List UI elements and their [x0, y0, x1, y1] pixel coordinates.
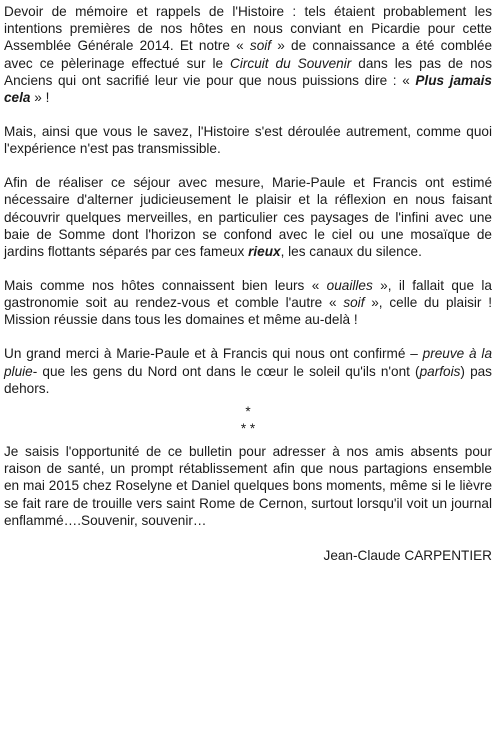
text-run: Un grand merci à Marie-Paule et à Francis qui nous ont confirmé – [4, 346, 423, 362]
italic-ouailles: ouailles [326, 278, 373, 294]
letter-document [4, 3, 492, 578]
bold-italic-rieux: rieux [248, 244, 281, 260]
text-run: - que les gens du Nord ont dans le cœur le soleil qu'ils n'ont ( [32, 363, 420, 379]
separator-stars: * * [240, 421, 256, 437]
section-separator [4, 403, 492, 437]
italic-circuit-du-souvenir: Circuit du Souvenir [230, 55, 352, 71]
text-run: , les canaux du silence. [280, 244, 422, 260]
text-run: » ! [30, 90, 50, 106]
paragraph-wishes: Je saisis l'opportunité de ce bulletin pour adresser à nos amis absents pour raison de santé, un prompt rétablissement afin que nous partagions ensemble en mai 2015 chez Roselyne et Daniel quelques bons moments, même si le lièvre se fait rare de trouille vers saint Rome de Cernon, surtout lorsqu'il voit un journal enflammé….Souvenir, souvenir… [4, 444, 492, 528]
text-run: », il fallait que la gastronomie soit au rendez-vous et comble l'autre « [4, 278, 492, 311]
paragraph-gastronomy [4, 277, 492, 329]
text-run: Mais comme nos hôtes connaissent bien leurs « [4, 278, 327, 294]
paragraph-stay [4, 174, 492, 260]
signature: Jean-Claude CARPENTIER [323, 548, 492, 564]
italic-soif: soif [249, 38, 272, 54]
text-run: » de connaissance a été comblée avec ce pèlerinage effectué sur le [4, 38, 493, 71]
text-run: », celle du plaisir ! Mission réussie dans tous les domaines et même au-delà ! [4, 295, 492, 328]
italic-parfois: parfois [419, 363, 461, 379]
italic-preuve-a-la-pluie: preuve à la pluie [4, 346, 492, 379]
text-run: Afin de réaliser ce séjour avec mesure, Marie-Paule et Francis ont estimé nécessaire d'alterner judicieusement le plaisir et la réflexion en nous faisant découvrir quelques merveilles, en particulier ces paysages de l'infini avec une baie de Somme dont l'horizon se confond avec le ciel ou une mosaïque de jardins flottants séparés par ces fameux [4, 175, 492, 260]
text-run: ) pas dehors. [4, 363, 492, 396]
text-run: dans les pas de nos Anciens qui ont sacrifié leur vie pour que nous puissions dire : « [4, 55, 492, 88]
separator-star: * [245, 404, 251, 420]
paragraph-thanks [4, 345, 492, 397]
text-run: Devoir de mémoire et rappels de l'Histoire : tels étaient probablement les intentions premières de nos hôtes en nous conviant en Picardie pour cette Assemblée Générale 2014. Et notre « [4, 4, 492, 54]
italic-soif: soif [343, 295, 365, 311]
paragraph-memory [4, 3, 492, 106]
bold-italic-plus-jamais-cela: Plus jamais cela [4, 72, 492, 106]
paragraph-history: Mais, ainsi que vous le savez, l'Histoire s'est déroulée autrement, comme quoi l'expérience n'est pas transmissible. [4, 124, 492, 157]
